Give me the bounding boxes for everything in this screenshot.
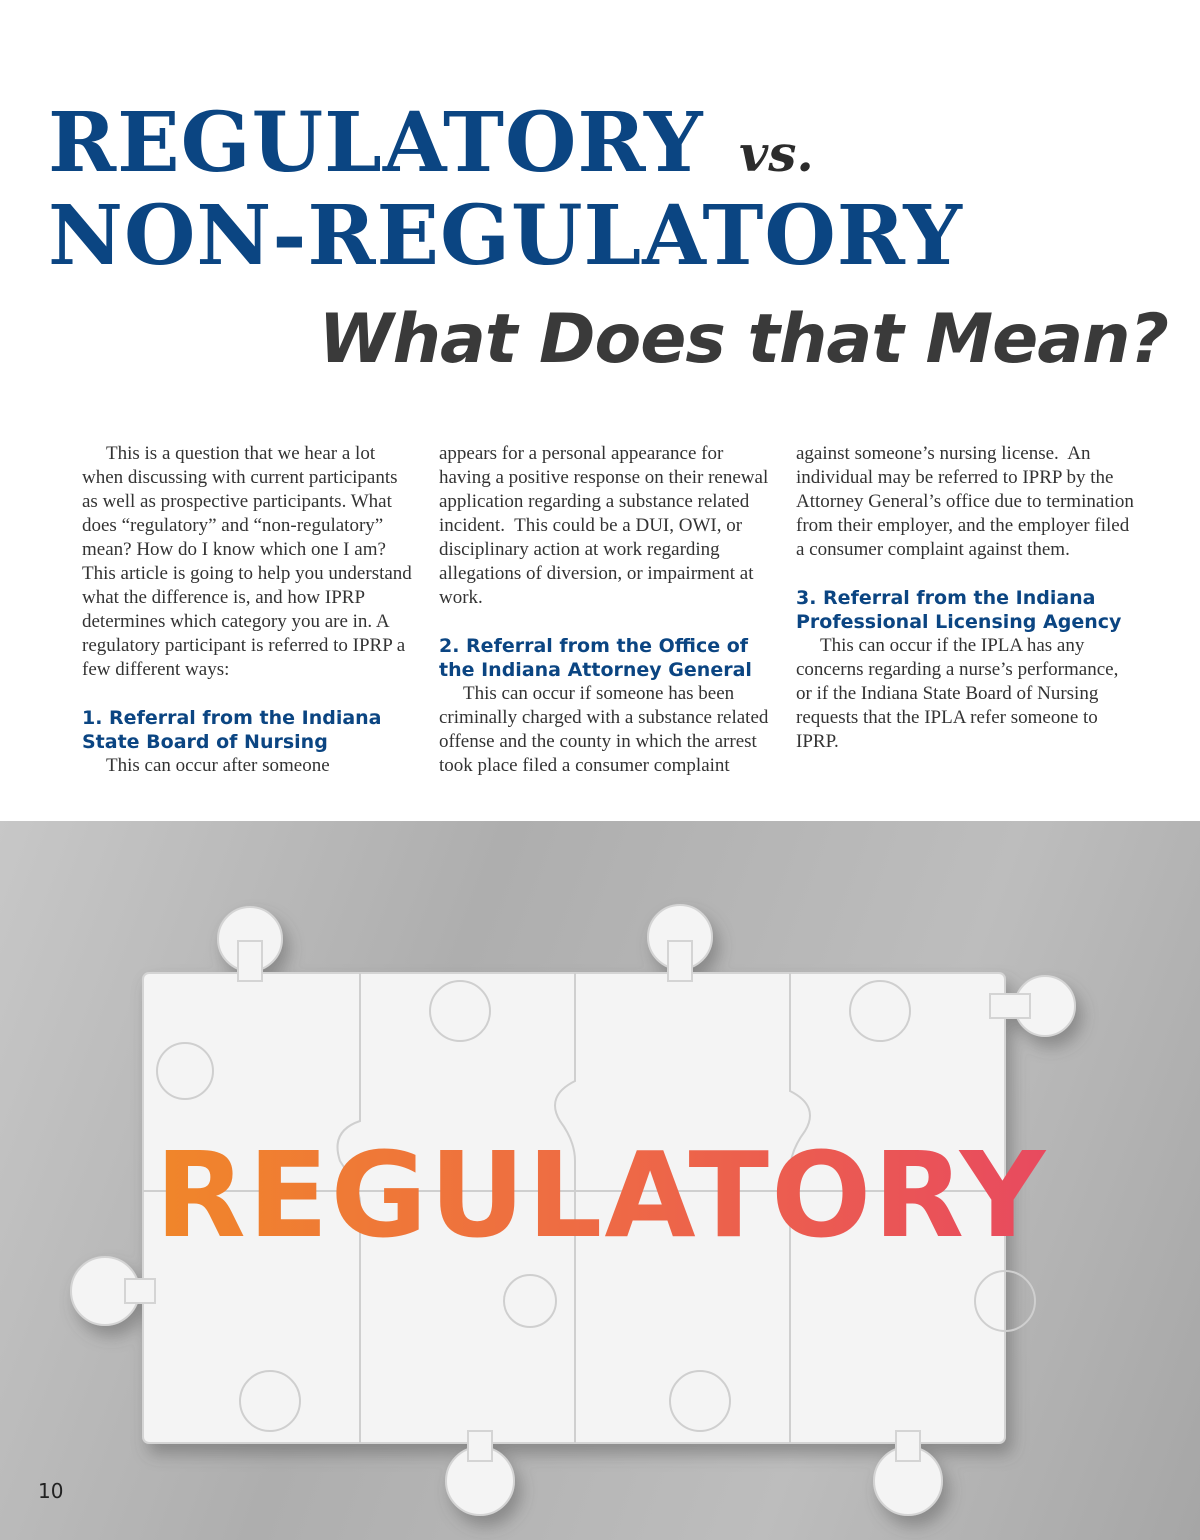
- article-column-2: [439, 442, 779, 778]
- section3-heading: 3. Referral from the Indiana Professional Licensing Agency: [796, 587, 1122, 633]
- puzzle-word-regulatory: REGULATORY: [155, 1126, 1048, 1264]
- section2-heading: 2. Referral from the Office of the Indiana Attorney General: [439, 635, 752, 681]
- title-regulatory: [48, 95, 814, 191]
- subtitle: What Does that Mean?: [318, 300, 1168, 379]
- section3-body: This can occur if the IPLA has any concerns regarding a nurse’s performance, or if the Indiana State Board of Nursing requests that the IPLA refer someone to IPRP.: [796, 635, 1119, 752]
- section2-body-continued: against someone’s nursing license. An individual may be referred to IPRP by the Attorney General’s office due to termination from their employer, and the employer filed a consumer complaint against them.: [796, 443, 1134, 560]
- section1-body-continued: appears for a personal appearance for having a positive response on their renewal application regarding a substance related incident. This could be a DUI, OWI, or disciplinary action at work regarding allegations of diversion, or impairment at work.: [439, 443, 769, 608]
- section2-body: This can occur if someone has been criminally charged with a substance related offense and the county in which the arrest took place filed a consumer complaint: [439, 683, 769, 776]
- article-column-3: [796, 442, 1136, 754]
- article-column-1: [82, 442, 418, 778]
- title-vs: vs.: [739, 124, 814, 183]
- title-non-regulatory: NON-REGULATORY: [48, 188, 963, 284]
- intro-paragraph: This is a question that we hear a lot when discussing with current participants as well as prospective participants. What does “regulatory” and “non-regulatory” mean? How do I know which one I am? This article is going to help you understand what the difference is, and how IPRP determines which category you are in. A regulatory participant is referred to IPRP a few different ways:: [82, 443, 412, 680]
- title-word: REGULATORY: [48, 95, 704, 191]
- section1-heading: 1. Referral from the Indiana State Board of Nursing: [82, 707, 382, 753]
- puzzle-photo: [0, 821, 1200, 1540]
- section1-body: This can occur after someone: [106, 755, 330, 776]
- page-number: 10: [38, 1479, 64, 1503]
